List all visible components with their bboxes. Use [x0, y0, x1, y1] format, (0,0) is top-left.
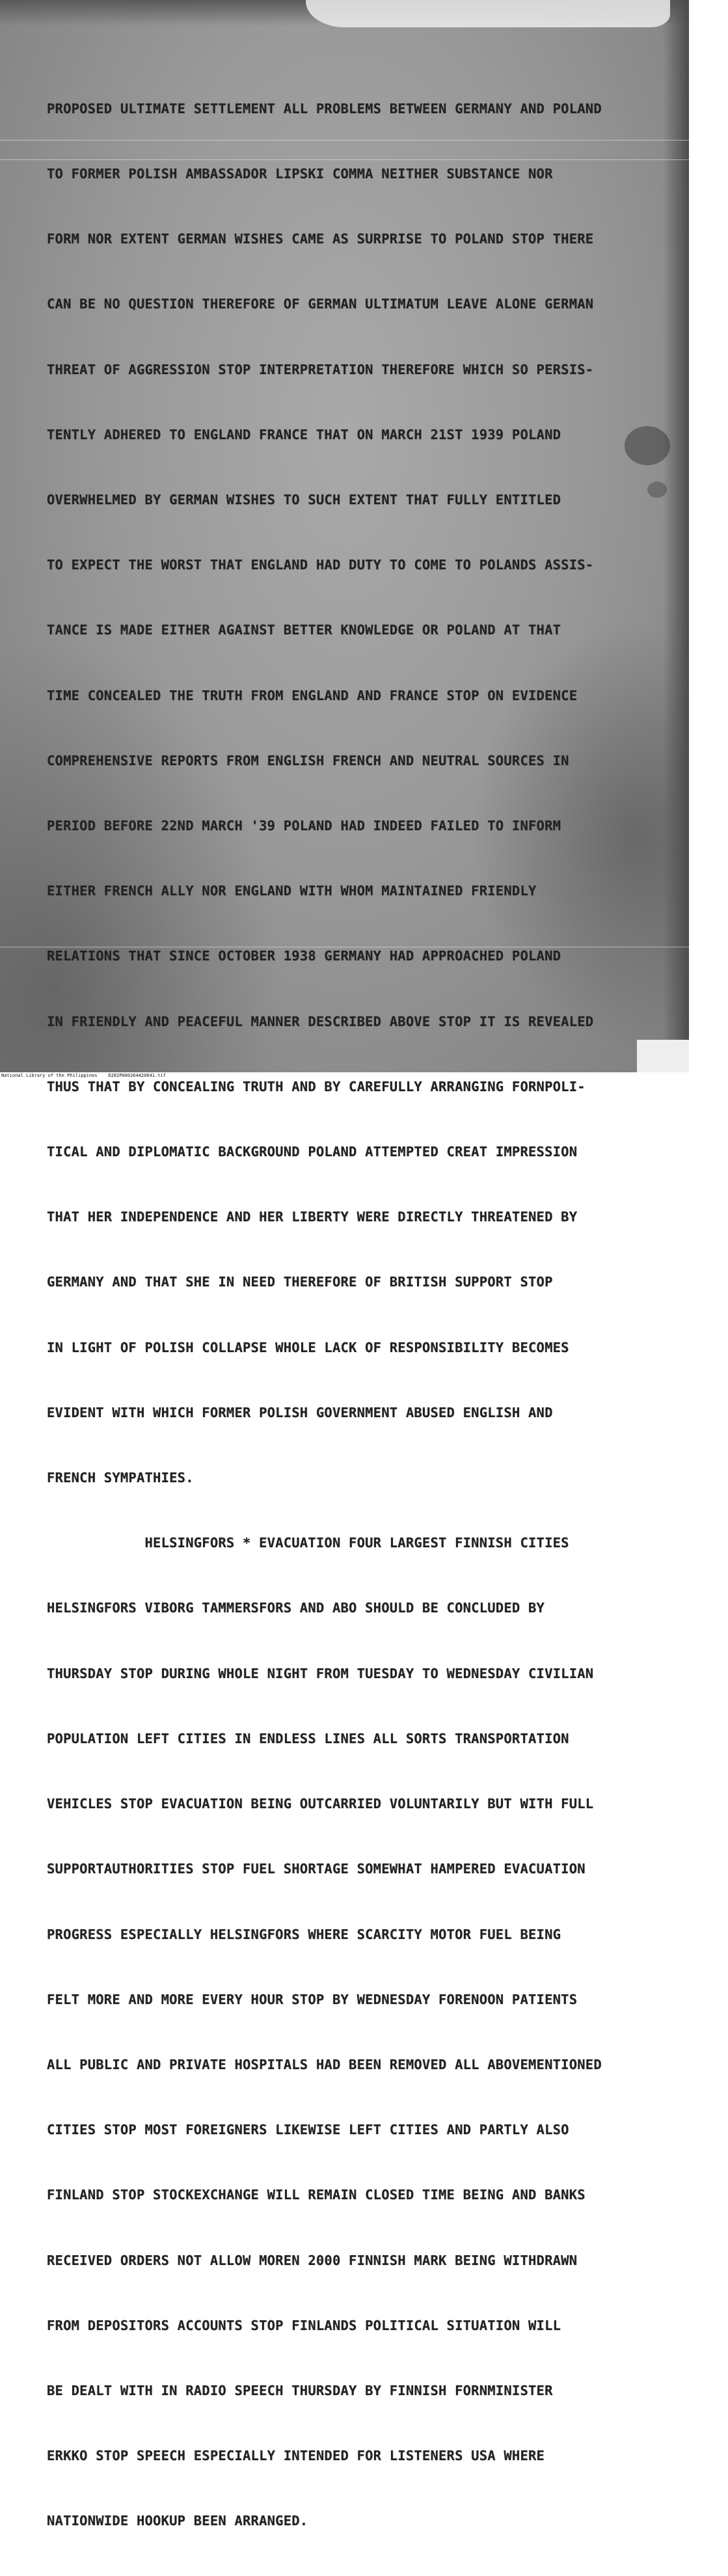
text-line: BE DEALT WITH IN RADIO SPEECH THURSDAY BY FINNISH FORNMINISTER [47, 2382, 553, 2398]
text-line: IN LIGHT OF POLISH COLLAPSE WHOLE LACK OF RESPONSIBILITY BECOMES [47, 1339, 569, 1355]
text-line: EITHER FRENCH ALLY NOR ENGLAND WITH WHOM MAINTAINED FRIENDLY [47, 883, 537, 899]
text-line: EVIDENT WITH WHICH FORMER POLISH GOVERNMENT ABUSED ENGLISH AND [47, 1404, 553, 1420]
archive-footer: National Library of the Philippines D282P000264420041.tif [1, 1073, 166, 1078]
text-line: VEHICLES STOP EVACUATION BEING OUTCARRIED VOLUNTARILY BUT WITH FULL [47, 1796, 594, 1812]
text-line: FORM NOR EXTENT GERMAN WISHES CAME AS SURPRISE TO POLAND STOP THERE [47, 231, 594, 247]
text-line: RECEIVED ORDERS NOT ALLOW MOREN 2000 FINNISH MARK BEING WITHDRAWN [47, 2252, 578, 2268]
text-line: SUPPORTAUTHORITIES STOP FUEL SHORTAGE SOMEWHAT HAMPERED EVACUATION [47, 1861, 586, 1877]
text-line: TO EXPECT THE WORST THAT ENGLAND HAD DUTY TO COME TO POLANDS ASSIS- [47, 557, 594, 573]
text-line: CAN BE NO QUESTION THEREFORE OF GERMAN ULTIMATUM LEAVE ALONE GERMAN [47, 296, 594, 312]
text-line: HELSINGFORS VIBORG TAMMERSFORS AND ABO SHOULD BE CONCLUDED BY [47, 1600, 545, 1616]
text-line: FINLAND STOP STOCKEXCHANGE WILL REMAIN CLOSED TIME BEING AND BANKS [47, 2187, 586, 2203]
text-line: PERIOD BEFORE 22ND MARCH '39 POLAND HAD INDEED FAILED TO INFORM [47, 818, 561, 834]
text-line: THURSDAY STOP DURING WHOLE NIGHT FROM TUESDAY TO WEDNESDAY CIVILIAN [47, 1665, 594, 1681]
text-line: PROGRESS ESPECIALLY HELSINGFORS WHERE SCARCITY MOTOR FUEL BEING [47, 1926, 561, 1942]
text-line: ERKKO STOP SPEECH ESPECIALLY INTENDED FOR LISTENERS USA WHERE [47, 2448, 545, 2464]
text-line: CITIES STOP MOST FOREIGNERS LIKEWISE LEFT CITIES AND PARTLY ALSO [47, 2122, 569, 2138]
text-line: COMPREHENSIVE REPORTS FROM ENGLISH FRENCH AND NEUTRAL SOURCES IN [47, 752, 569, 768]
text-line: RELATIONS THAT SINCE OCTOBER 1938 GERMANY HAD APPROACHED POLAND [47, 948, 561, 964]
text-line: GERMANY AND THAT SHE IN NEED THEREFORE OF BRITISH SUPPORT STOP [47, 1274, 553, 1290]
telegram-text [47, 55, 671, 2576]
text-line: FELT MORE AND MORE EVERY HOUR STOP BY WEDNESDAY FORENOON PATIENTS [47, 1991, 578, 2007]
text-line: FROM DEPOSITORS ACCOUNTS STOP FINLANDS POLITICAL SITUATION WILL [47, 2317, 561, 2333]
text-line: TIME CONCEALED THE TRUTH FROM ENGLAND AND FRANCE STOP ON EVIDENCE [47, 687, 578, 703]
text-line: TENTLY ADHERED TO ENGLAND FRANCE THAT ON MARCH 21ST 1939 POLAND [47, 426, 561, 442]
text-line: POPULATION LEFT CITIES IN ENDLESS LINES ALL SORTS TRANSPORTATION [47, 1730, 569, 1746]
paper-tear [306, 0, 670, 27]
text-line: THREAT OF AGGRESSION STOP INTERPRETATION THEREFORE WHICH SO PERSIS- [47, 361, 594, 377]
text-line: THAT HER INDEPENDENCE AND HER LIBERTY WERE DIRECTLY THREATENED BY [47, 1209, 578, 1225]
text-line: TO FORMER POLISH AMBASSADOR LIPSKI COMMA NEITHER SUBSTANCE NOR [47, 166, 553, 182]
text-line: ALL PUBLIC AND PRIVATE HOSPITALS HAD BEEN REMOVED ALL ABOVEMENTIONED [47, 2056, 602, 2072]
text-line: TANCE IS MADE EITHER AGAINST BETTER KNOWLEDGE OR POLAND AT THAT [47, 622, 561, 638]
text-line: PROPOSED ULTIMATE SETTLEMENT ALL PROBLEMS BETWEEN GERMANY AND POLAND [47, 100, 602, 116]
text-line: OVERWHELMED BY GERMAN WISHES TO SUCH EXTENT THAT FULLY ENTITLED [47, 492, 561, 508]
text-line: THUS THAT BY CONCEALING TRUTH AND BY CAREFULLY ARRANGING FORNPOLI- [47, 1078, 586, 1094]
text-line: TICAL AND DIPLOMATIC BACKGROUND POLAND ATTEMPTED CREAT IMPRESSION [47, 1144, 578, 1160]
text-line: FRENCH SYMPATHIES. [47, 1470, 194, 1486]
text-line: IN FRIENDLY AND PEACEFUL MANNER DESCRIBED ABOVE STOP IT IS REVEALED [47, 1013, 594, 1029]
text-line: NATIONWIDE HOOKUP BEEN ARRANGED. [47, 2513, 308, 2529]
text-line: HELSINGFORS * EVACUATION FOUR LARGEST FINNISH CITIES [47, 1535, 569, 1551]
